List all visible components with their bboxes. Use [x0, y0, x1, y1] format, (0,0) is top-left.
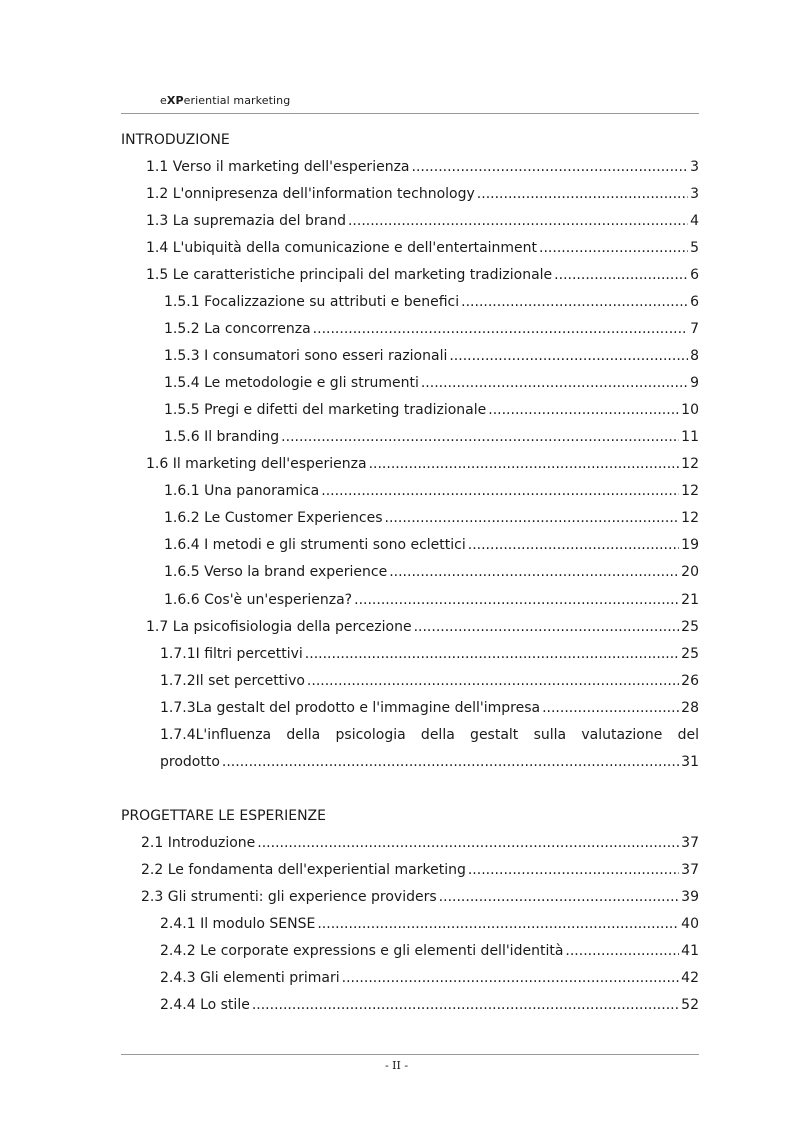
toc-entry[interactable]: 1.6 Il marketing dell'esperienza ..... 12: [146, 456, 699, 476]
toc-entry[interactable]: 1.6.4 I metodi e gli strumenti sono eclettici ..... 19: [164, 537, 699, 557]
toc-entry[interactable]: 1.5.5 Pregi e difetti del marketing tradizionale ..... 10: [164, 402, 699, 422]
toc-entry[interactable]: 1.5.4 Le metodologie e gli strumenti ..... 9: [164, 375, 699, 395]
toc-entry[interactable]: 1.7.1I filtri percettivi ..... 25: [160, 646, 699, 666]
toc-entry[interactable]: 1.6.6 Cos'è un'esperienza? ..... 21: [164, 592, 699, 612]
toc-entry[interactable]: 1.2 L'onnipresenza dell'information technology ..... 3: [146, 186, 699, 206]
toc-entry[interactable]: 1.6.2 Le Customer Experiences ..... 12: [164, 510, 699, 530]
toc-entry[interactable]: 2.1 Introduzione ..... 37: [141, 835, 699, 855]
section-heading-progettare: PROGETTARE LE ESPERIENZE: [121, 808, 326, 824]
toc-entry[interactable]: 1.5 Le caratteristiche principali del marketing tradizionale ..... 6: [146, 267, 699, 287]
header-divider: [121, 113, 699, 114]
toc-entry[interactable]: 2.4.2 Le corporate expressions e gli elementi dell'identità ..... 41: [160, 943, 699, 963]
toc-entry[interactable]: prodotto ..... 31: [160, 754, 699, 774]
toc-entry[interactable]: 1.4 L'ubiquità della comunicazione e dell'entertainment ..... 5: [146, 240, 699, 260]
toc-entry[interactable]: 1.5.6 Il branding ..... 11: [164, 429, 699, 449]
section-heading-introduzione: INTRODUZIONE: [121, 132, 230, 148]
toc-entry[interactable]: 2.3 Gli strumenti: gli experience providers ..... 39: [141, 889, 699, 909]
toc-entry[interactable]: 1.1 Verso il marketing dell'esperienza ..... 3: [146, 159, 699, 179]
running-header: eXPeriential marketing: [160, 94, 291, 107]
toc-entry-wrapped-line[interactable]: 1.7.4L'influenza della psicologia della gestalt sulla valutazione del: [160, 727, 699, 743]
page-number: - II -: [384, 1059, 409, 1072]
toc-entry[interactable]: 1.3 La supremazia del brand ..... 4: [146, 213, 699, 233]
toc-entry[interactable]: 1.5.2 La concorrenza ..... 7: [164, 321, 699, 341]
toc-entry[interactable]: 1.5.3 I consumatori sono esseri razionali ..... 8: [164, 348, 699, 368]
footer-divider: [121, 1054, 699, 1055]
toc-entry[interactable]: 1.5.1 Focalizzazione su attributi e benefici ..... 6: [164, 294, 699, 314]
toc-entry[interactable]: 2.4.3 Gli elementi primari ..... 42: [160, 970, 699, 990]
toc-entry[interactable]: 2.4.4 Lo stile ..... 52: [160, 997, 699, 1017]
toc-entry[interactable]: 2.2 Le fondamenta dell'experiential marketing ..... 37: [141, 862, 699, 882]
toc-entry[interactable]: 1.6.5 Verso la brand experience ..... 20: [164, 564, 699, 584]
toc-entry[interactable]: 2.4.1 Il modulo SENSE ..... 40: [160, 916, 699, 936]
toc-entry[interactable]: 1.7.2Il set percettivo ..... 26: [160, 673, 699, 693]
toc-entry[interactable]: 1.6.1 Una panoramica ..... 12: [164, 483, 699, 503]
toc-entry[interactable]: 1.7.3La gestalt del prodotto e l'immagine dell'impresa ..... 28: [160, 700, 699, 720]
toc-entry[interactable]: 1.7 La psicofisiologia della percezione ..... 25: [146, 619, 699, 639]
